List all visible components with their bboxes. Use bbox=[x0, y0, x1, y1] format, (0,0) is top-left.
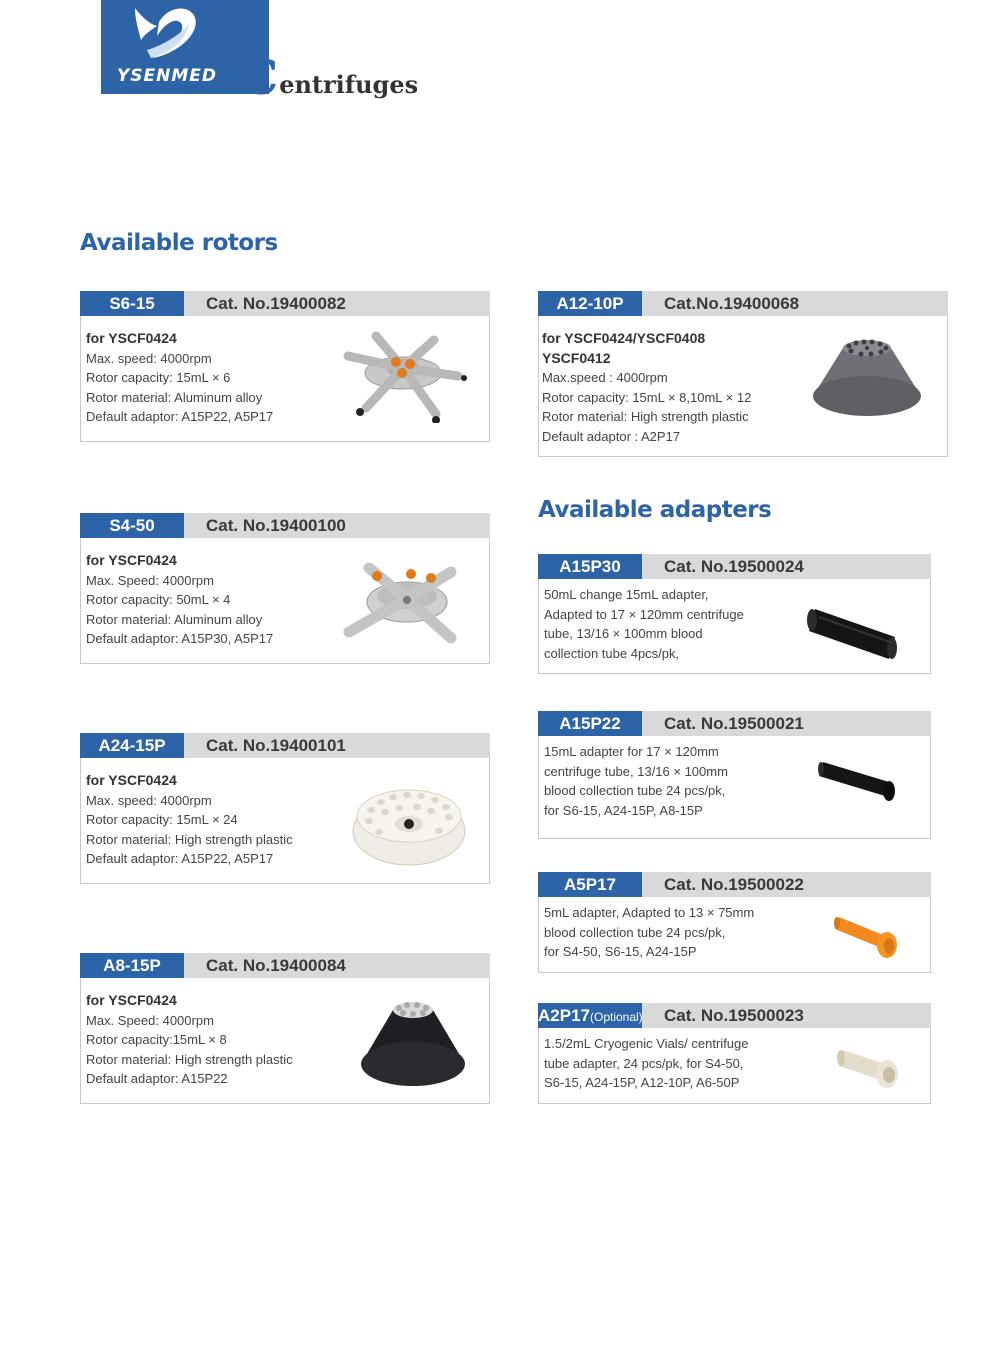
desc-line: S6-15, A24-15P, A12-10P, A6-50P bbox=[544, 1075, 740, 1091]
desc-line: collection tube 4pcs/pk, bbox=[544, 645, 680, 661]
adapter-code bbox=[538, 1003, 642, 1028]
rotor-specs bbox=[86, 771, 293, 869]
compatible-model: for YSCF0424 bbox=[86, 992, 177, 1008]
spec-line: Max. Speed: 4000rpm bbox=[86, 572, 214, 588]
rotor-specs bbox=[86, 329, 273, 427]
a8-15p-rotor-image bbox=[353, 994, 473, 1094]
spec-line: Default adaptor: A15P22, A5P17 bbox=[86, 409, 274, 425]
card-header bbox=[80, 953, 490, 978]
spec-line: Rotor material: Aluminum alloy bbox=[86, 389, 263, 405]
rotor-specs bbox=[86, 991, 293, 1089]
rotor-code: A24-15P bbox=[80, 733, 184, 758]
adapter-description bbox=[544, 585, 794, 663]
desc-line: for S6-15, A24-15P, A8-15P bbox=[544, 802, 703, 818]
spec-line: Max.speed : 4000rpm bbox=[542, 370, 668, 386]
spec-line: Rotor material: High strength plastic bbox=[542, 409, 749, 425]
desc-line: 50mL change 15mL adapter, bbox=[544, 587, 709, 602]
desc-line: Adapted to 17 × 120mm centrifuge bbox=[544, 606, 744, 622]
adapter-card-a2p17 bbox=[538, 1003, 931, 1104]
a5p17-adapter-image bbox=[833, 909, 903, 964]
catalog-number: Cat. No.19500022 bbox=[664, 875, 804, 894]
card-header bbox=[538, 872, 931, 897]
spec-line: Rotor material: Aluminum alloy bbox=[86, 611, 263, 627]
compatible-model-2: YSCF0412 bbox=[542, 349, 611, 366]
catalog-number: Cat. No.19400101 bbox=[206, 736, 346, 755]
adapter-card-a15p22 bbox=[538, 711, 931, 839]
adapter-description bbox=[544, 742, 794, 820]
a12-10p-rotor-image bbox=[809, 334, 924, 424]
desc-line: blood collection tube 24 pcs/pk, bbox=[544, 924, 726, 940]
spec-line: Rotor material: High strength plastic bbox=[86, 1051, 293, 1067]
title-initial: C bbox=[240, 50, 279, 106]
desc-line: for S4-50, S6-15, A24-15P bbox=[544, 944, 697, 960]
s6-15-rotor-image bbox=[336, 328, 471, 423]
catalog-number: Cat.No.19400068 bbox=[664, 294, 800, 313]
rotor-code: S6-15 bbox=[80, 291, 184, 316]
compatible-model: for YSCF0424 bbox=[86, 330, 177, 346]
card-header bbox=[80, 291, 490, 316]
desc-line: 5mL adapter, Adapted to 13 × 75mm bbox=[544, 905, 755, 920]
rotor-card-a12-10p bbox=[538, 291, 948, 457]
rotor-specs bbox=[542, 329, 751, 447]
rotor-code: A8-15P bbox=[80, 953, 184, 978]
adapter-code-main: A2P17 bbox=[538, 1006, 590, 1025]
spec-line: Max. speed: 4000rpm bbox=[86, 792, 212, 808]
rotor-card-a8-15p bbox=[80, 953, 490, 1104]
adapter-card-a15p30 bbox=[538, 554, 931, 674]
spec-line: Rotor capacity: 15mL × 6 bbox=[86, 370, 231, 386]
rotor-specs bbox=[86, 551, 273, 649]
spec-line: Rotor capacity: 15mL × 24 bbox=[86, 812, 238, 828]
desc-line: 1.5/2mL Cryogenic Vials/ centrifuge bbox=[544, 1036, 749, 1051]
desc-line: 15mL adapter for 17 × 120mm bbox=[544, 744, 719, 759]
rotor-code: S4-50 bbox=[80, 513, 184, 538]
desc-line: tube, 13/16 × 100mm blood bbox=[544, 626, 703, 642]
spec-line: Max. speed: 4000rpm bbox=[86, 350, 212, 366]
spec-line: Rotor capacity: 50mL × 4 bbox=[86, 592, 231, 608]
spec-line: Rotor material: High strength plastic bbox=[86, 831, 293, 847]
desc-line: blood collection tube 24 pcs/pk, bbox=[544, 783, 726, 799]
a24-15p-rotor-image bbox=[349, 776, 469, 871]
a15p22-adapter-image bbox=[817, 758, 902, 808]
card-header bbox=[538, 711, 931, 736]
spec-line: Rotor capacity:15mL × 8 bbox=[86, 1032, 227, 1048]
desc-line: centrifuge tube, 13/16 × 100mm bbox=[544, 763, 728, 779]
adapter-description bbox=[544, 903, 794, 962]
spec-line: Default adaptor: A15P30, A5P17 bbox=[86, 631, 274, 647]
s4-50-rotor-image bbox=[339, 554, 469, 649]
compatible-model: for YSCF0424 bbox=[86, 552, 177, 568]
page-title bbox=[240, 50, 419, 106]
a15p30-adapter-image bbox=[807, 597, 907, 667]
desc-line: tube adapter, 24 pcs/pk, for S4-50, bbox=[544, 1055, 744, 1071]
catalog-number: Cat. No.19500023 bbox=[664, 1006, 804, 1025]
adapter-code: A15P30 bbox=[538, 554, 642, 579]
adapter-description bbox=[544, 1034, 794, 1093]
rotor-code: A12-10P bbox=[538, 291, 642, 316]
card-header bbox=[538, 1003, 931, 1028]
spec-line: Max. Speed: 4000rpm bbox=[86, 1012, 214, 1028]
a2p17-adapter-image bbox=[835, 1040, 905, 1095]
card-header bbox=[538, 291, 948, 316]
title-rest: entrifuges bbox=[279, 70, 419, 99]
rotor-card-s4-50 bbox=[80, 513, 490, 664]
rotor-card-s6-15 bbox=[80, 291, 490, 442]
adapter-card-a5p17 bbox=[538, 872, 931, 973]
rotor-card-a24-15p bbox=[80, 733, 490, 884]
card-header bbox=[80, 733, 490, 758]
catalog-number: Cat. No.19500021 bbox=[664, 714, 804, 733]
catalog-number: Cat. No.19400084 bbox=[206, 956, 346, 975]
spec-line: Default adaptor : A2P17 bbox=[542, 428, 681, 444]
adapter-code: A15P22 bbox=[538, 711, 642, 736]
spec-line: Rotor capacity: 15mL × 8,10mL × 12 bbox=[542, 389, 752, 405]
adapter-code: A5P17 bbox=[538, 872, 642, 897]
logo-text: YSENMED bbox=[117, 66, 218, 86]
card-header bbox=[538, 554, 931, 579]
compatible-model: for YSCF0424 bbox=[86, 772, 177, 788]
compatible-model: for YSCF0424/YSCF0408 bbox=[542, 330, 706, 346]
rotors-heading: Available rotors bbox=[80, 230, 278, 256]
card-header bbox=[80, 513, 490, 538]
catalog-number: Cat. No.19400100 bbox=[206, 516, 346, 535]
catalog-number: Cat. No.19500024 bbox=[664, 557, 804, 576]
adapters-heading: Available adapters bbox=[538, 497, 772, 523]
optional-note: (Optional) bbox=[589, 1010, 643, 1024]
catalog-number: Cat. No.19400082 bbox=[206, 294, 346, 313]
spec-line: Default adaptor: A15P22, A5P17 bbox=[86, 851, 274, 867]
spec-line: Default adaptor: A15P22 bbox=[86, 1071, 228, 1087]
